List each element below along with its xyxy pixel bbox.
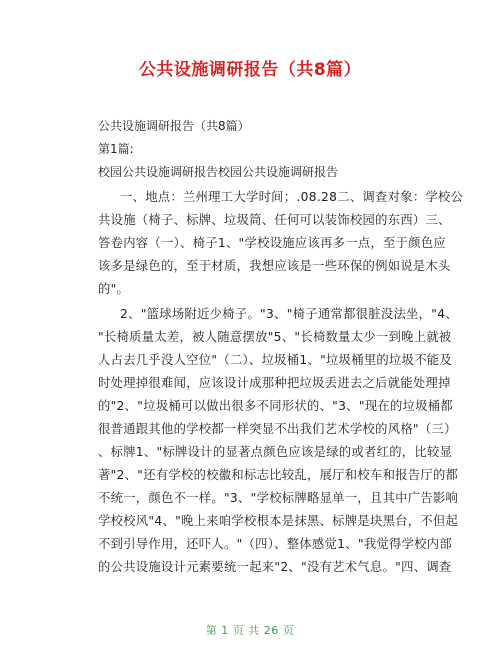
body-line: 著"2、"还有学校的校徽和标志比较乱，展厅和校车和报告厅的都 — [98, 468, 459, 482]
body-line: 的"2、"垃圾桶可以做出很多不同形状的、"3、"现在的垃圾桶都 — [98, 399, 453, 413]
body-line: 时处理掉很难闻，应该设计成那种把垃圾丢进去之后就能处理掉 — [98, 376, 451, 390]
body-line: 不统一，颜色不一样。"3、"学校标牌略显单一，且其中广告影响 — [98, 491, 459, 505]
document-subtitle: 公共设施调研报告（共8篇） — [98, 119, 250, 133]
body-line: 该多是绿色的，至于材质，我想应该是一些环保的例如说是木头 — [98, 259, 451, 273]
page-number: 第 1 页 共 26 页 — [205, 624, 295, 637]
section-heading: 校园公共设施调研报告校园公共设施调研报告 — [98, 165, 339, 179]
body-line: 学校校风"4、"晚上来咱学校根本是抹黑、标牌是块黑台，不但起 — [98, 514, 459, 528]
body-line: 的公共设施设计元素要统一起来"2、"没有艺术气息。"四、调查 — [98, 560, 452, 574]
body-line: "长椅质量太差，被人随意摆放"5、"长椅数量太少一到晚上就被 — [98, 330, 452, 344]
body-line: 一、地点：兰州理工大学时间；.08.28二、调查对象：学校公 — [120, 190, 464, 204]
body-line: 共设施（椅子、标牌、垃圾筒、任何可以装饰校园的东西）三、 — [98, 213, 451, 227]
body-line: 答卷内容（一）、椅子1、"学校设施应该再多一点，至于颜色应 — [98, 236, 447, 250]
document-title: 公共设施调研报告（共8篇） — [138, 60, 362, 80]
body-line: 、标牌1、"标牌设计的显著点颜色应该是绿的或者红的，比较显 — [98, 445, 453, 459]
body-line: 不到引导作用，还吓人。"（四）、整体感觉1、"我觉得学校内部 — [98, 537, 453, 551]
body-line: 人占去几乎没人空位"（二）、垃圾桶1、"垃圾桶里的垃圾不能及 — [98, 353, 453, 367]
chapter-label: 第1篇: — [98, 142, 134, 156]
body-line: 的"。 — [98, 282, 130, 296]
body-line: 2、"篮球场附近少椅子。"3、"椅子通常都很脏没法坐，"4、 — [120, 307, 458, 321]
body-line: 很普通跟其他的学校都一样突显不出我们艺术学校的风格"（三） — [98, 422, 457, 436]
